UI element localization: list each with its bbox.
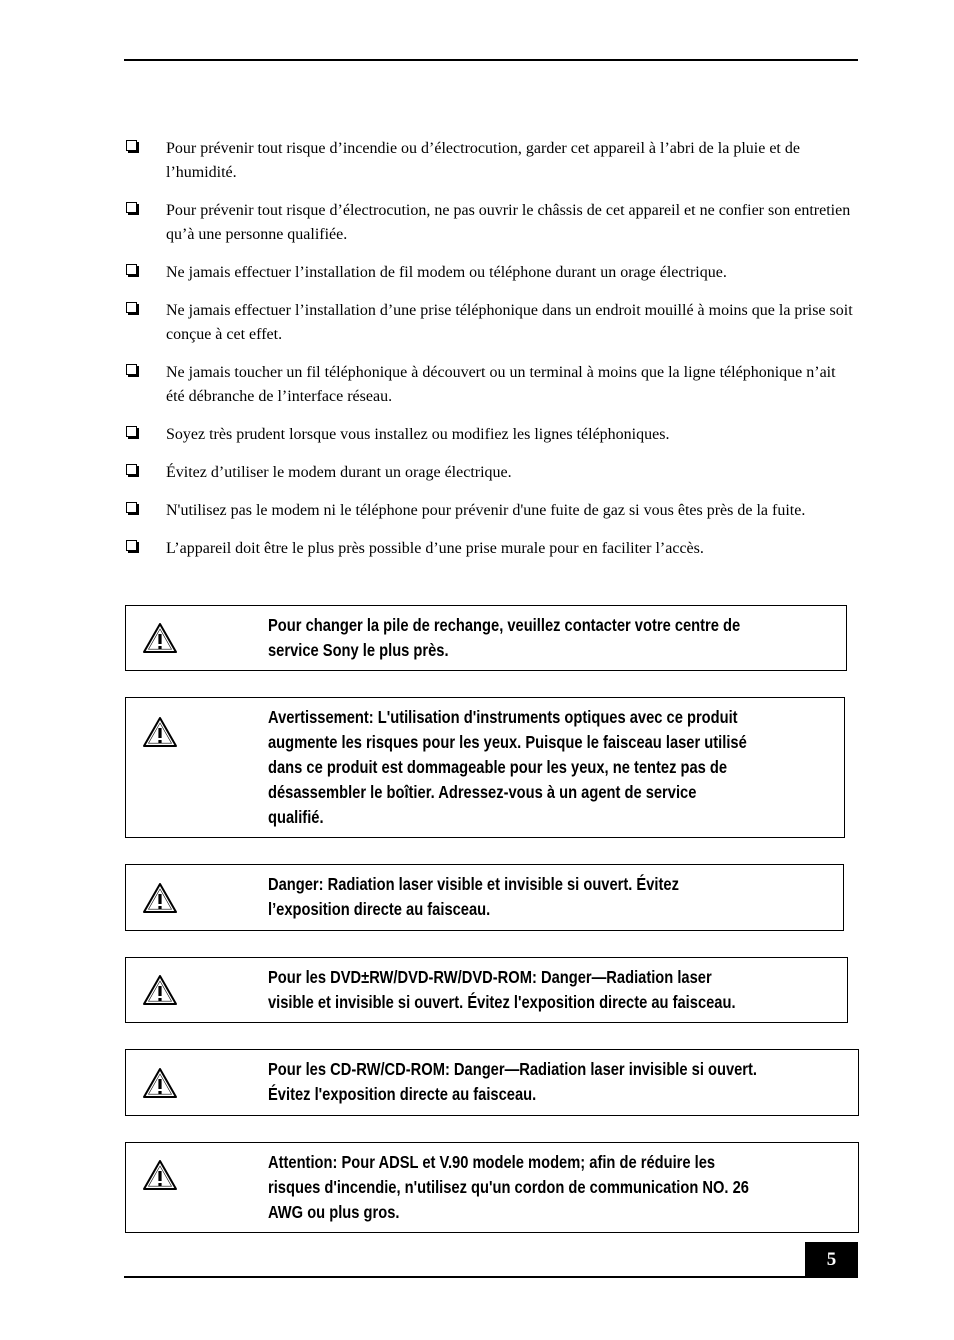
bullet-text: Évitez d’utiliser le modem durant un orage électrique. <box>166 464 512 481</box>
list-item <box>124 137 858 185</box>
list-item <box>124 299 858 347</box>
warning-text: Pour les CD-RW/CD-ROM: Danger—Radiation laser invisible si ouvert. Évitez l'exposition directe au faisceau. <box>268 1059 757 1104</box>
bottom-rule <box>124 1276 858 1278</box>
bullet-text: Ne jamais toucher un fil téléphonique à découvert ou un terminal à moins que la ligne téléphonique n’ait été débranche de l’interface réseau. <box>166 364 836 405</box>
warning-box-battery <box>125 605 847 671</box>
safety-bullet-list <box>124 137 858 575</box>
checkbox-bullet-icon <box>126 302 137 313</box>
list-item <box>124 423 858 447</box>
warning-box-modem-cord <box>125 1142 859 1233</box>
warning-text: Pour changer la pile de rechange, veuillez contacter votre centre de service Sony le plus près. <box>268 615 741 660</box>
list-item <box>124 199 858 247</box>
bullet-text: N'utilisez pas le modem ni le téléphone pour prévenir d'une fuite de gaz si vous êtes près de la fuite. <box>166 502 806 519</box>
warning-box-dvd <box>125 957 848 1023</box>
checkbox-bullet-icon <box>126 364 137 375</box>
bullet-text: Pour prévenir tout risque d’incendie ou d’électrocution, garder cet appareil à l’abri de la pluie et de l’humidité. <box>166 140 800 181</box>
checkbox-bullet-icon <box>126 264 137 275</box>
list-item <box>124 261 858 285</box>
warning-text: Attention: Pour ADSL et V.90 modele modem; afin de réduire les risques d'incendie, n'utilisez qu'un cordon de communication NO. 26 AWG ou plus gros. <box>268 1152 749 1222</box>
bullet-text: Ne jamais effectuer l’installation de fil modem ou téléphone durant un orage électrique. <box>166 264 727 281</box>
warning-triangle-icon <box>142 1159 178 1191</box>
checkbox-bullet-icon <box>126 140 137 151</box>
warning-triangle-icon <box>142 716 178 748</box>
warning-text: Danger: Radiation laser visible et invisible si ouvert. Évitez l’exposition directe au faisceau. <box>268 874 679 919</box>
list-item <box>124 461 858 485</box>
warning-triangle-icon <box>142 882 178 914</box>
page-number: 5 <box>805 1242 858 1277</box>
list-item <box>124 361 858 409</box>
bullet-text: L’appareil doit être le plus près possible d’une prise murale pour en faciliter l’accès. <box>166 540 704 557</box>
checkbox-bullet-icon <box>126 464 137 475</box>
checkbox-bullet-icon <box>126 502 137 513</box>
bullet-text: Pour prévenir tout risque d’électrocution, ne pas ouvrir le châssis de cet appareil et ne confier son entretien qu’à une personne qualifiée. <box>166 202 851 243</box>
warning-triangle-icon <box>142 1067 178 1099</box>
warning-text: Avertissement: L'utilisation d'instruments optiques avec ce produit augmente les risques pour les yeux. Puisque le faisceau laser utilisé dans ce produit est dommageable pour les yeux, ne tentez pas de désassembler le boîtier. Adressez-vous à un agent de service qualifié. <box>268 707 747 827</box>
warning-box-cd <box>125 1049 859 1116</box>
warning-triangle-icon <box>142 622 178 654</box>
warning-box-optical <box>125 697 845 838</box>
warning-text: Pour les DVD±RW/DVD-RW/DVD-ROM: Danger—Radiation laser visible et invisible si ouvert. Évitez l'exposition directe au faisceau. <box>268 967 736 1012</box>
warning-box-laser-radiation <box>125 864 844 931</box>
checkbox-bullet-icon <box>126 540 137 551</box>
bullet-text: Soyez très prudent lorsque vous installez ou modifiez les lignes téléphoniques. <box>166 426 670 443</box>
top-rule <box>124 59 858 61</box>
checkbox-bullet-icon <box>126 426 137 437</box>
warning-triangle-icon <box>142 974 178 1006</box>
checkbox-bullet-icon <box>126 202 137 213</box>
list-item <box>124 499 858 523</box>
list-item <box>124 537 858 561</box>
bullet-text: Ne jamais effectuer l’installation d’une prise téléphonique dans un endroit mouillé à moins que la prise soit conçue à cet effet. <box>166 302 853 343</box>
